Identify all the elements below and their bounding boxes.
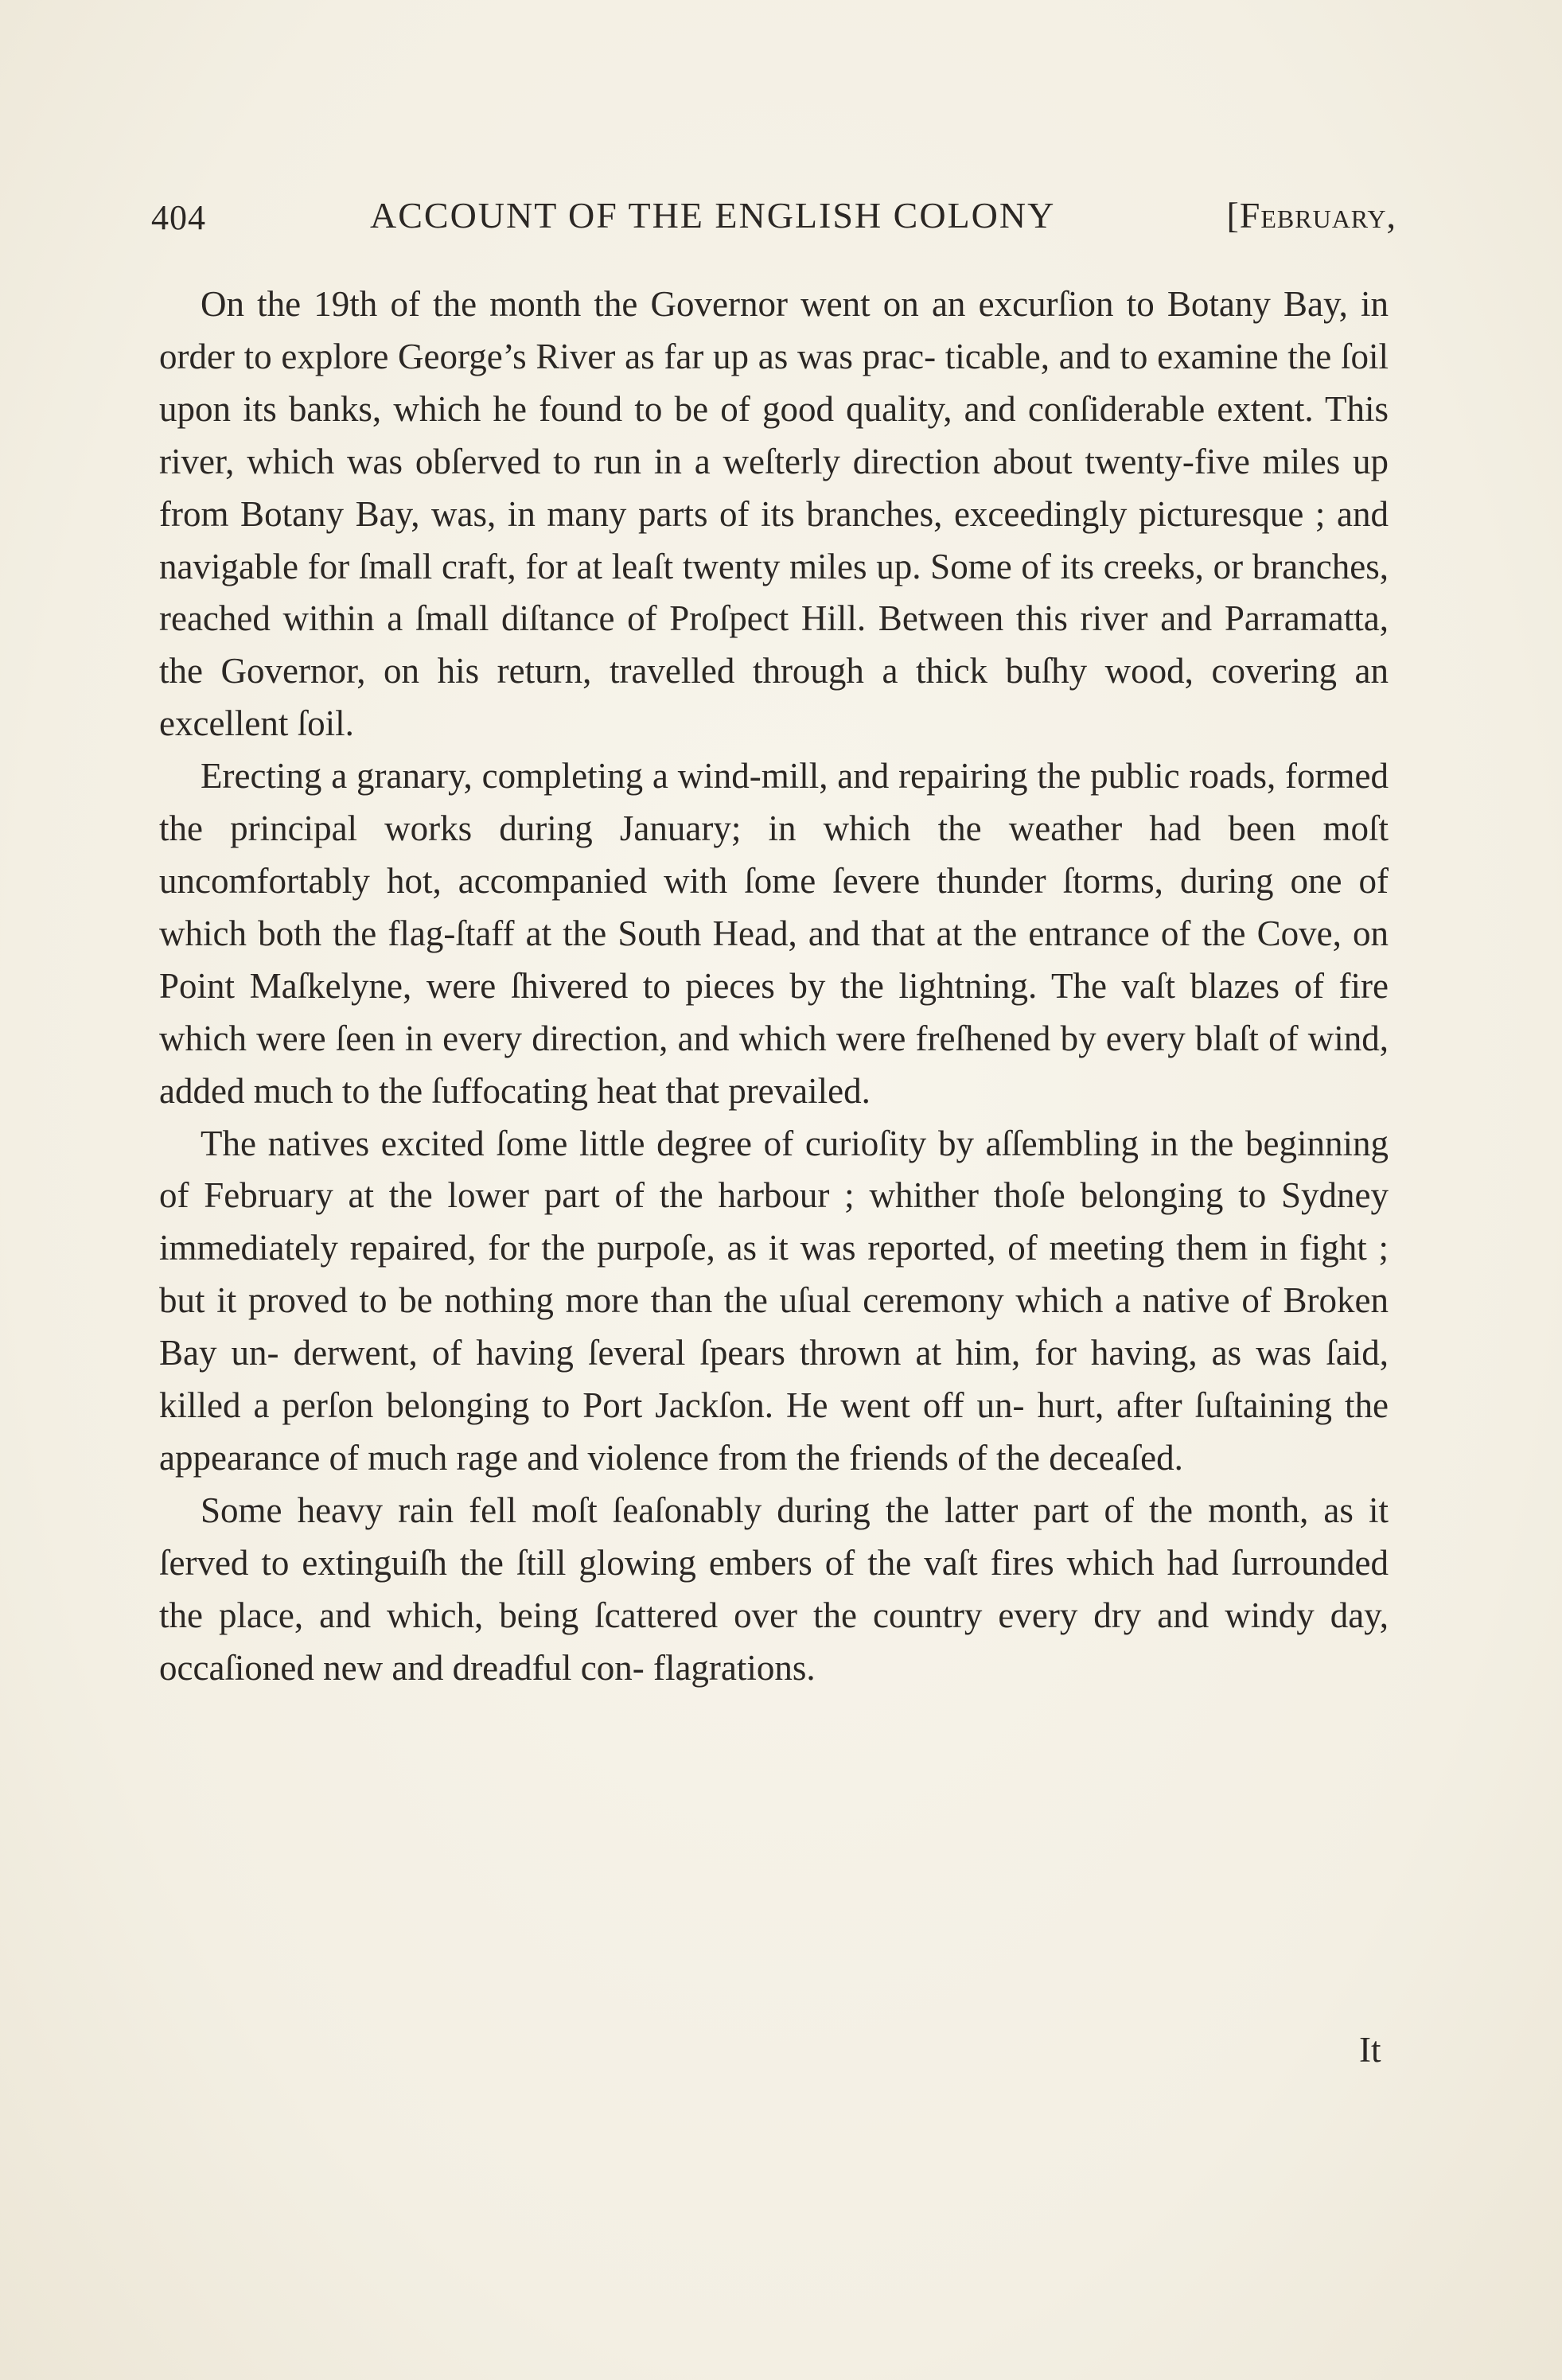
paragraph-works: Erecting a granary, completing a wind-mill, and repairing the public roads, formed the principal works during January; in which the weather had been moſt uncomfortably hot, accompanied with ſome ſevere thunder ſtorms, during one of which both the flag-ſtaff at the South Head, and that at the entrance of the Cove, on Point Maſkelyne, were ſhivered to pieces by the lightning. The vaſt blazes of fire which were ſeen in every direction, and which were freſhened by every blaſt of wind, added much to the ſuffocating heat that prevailed.: [159, 756, 1389, 1111]
catchword: It: [1359, 2030, 1381, 2070]
running-title: ACCOUNT OF THE ENGLISH COLONY: [370, 195, 1056, 236]
page-number: 404: [151, 198, 206, 237]
paragraph-natives: The natives excited ſome little degree of curioſity by aſſembling in the beginning of February at the lower part of the harbour ; whither thoſe belonging to Sydney immediately repaired, for the purpoſe, as it was reported, of meeting them in fight ; but it proved to be nothing more than the uſual ceremony which a native of Broken Bay un- derwent, of having ſeveral ſpears thrown at him, for having, as was ſaid, killed a perſon belonging to Port Jackſon. He went off un- hurt, after ſuſtaining the appearance of much rage and violence from the friends of the deceaſed.: [159, 1123, 1389, 1478]
running-month: [February,: [1226, 195, 1396, 236]
body-text: [159, 279, 1389, 1694]
running-header: [151, 191, 1396, 247]
paragraph-rain: Some heavy rain fell moſt ſeaſonably during the latter part of the month, as it ſerved to extinguiſh the ſtill glowing embers of the vaſt fires which had ſurrounded the place, and which, being ſcattered over the country every dry and windy day, occaſioned new and dreadful con- flagrations.: [159, 1490, 1389, 1688]
paragraph-excursion: On the 19th of the month the Governor went on an excurſion to Botany Bay, in order to explore George’s River as far up as was prac- ticable, and to examine the ſoil upon its banks, which he found to be of good quality, and conſiderable extent. This river, which was obſerved to run in a weſterly direction about twenty-five miles up from Botany Bay, was, in many parts of its branches, exceedingly picturesque ; and navigable for ſmall craft, for at leaſt twenty miles up. Some of its creeks, or branches, reached within a ſmall diſtance of Proſpect Hill. Between this river and Parramatta, the Governor, on his return, travelled through a thick buſhy wood, covering an excellent ſoil.: [159, 284, 1389, 744]
